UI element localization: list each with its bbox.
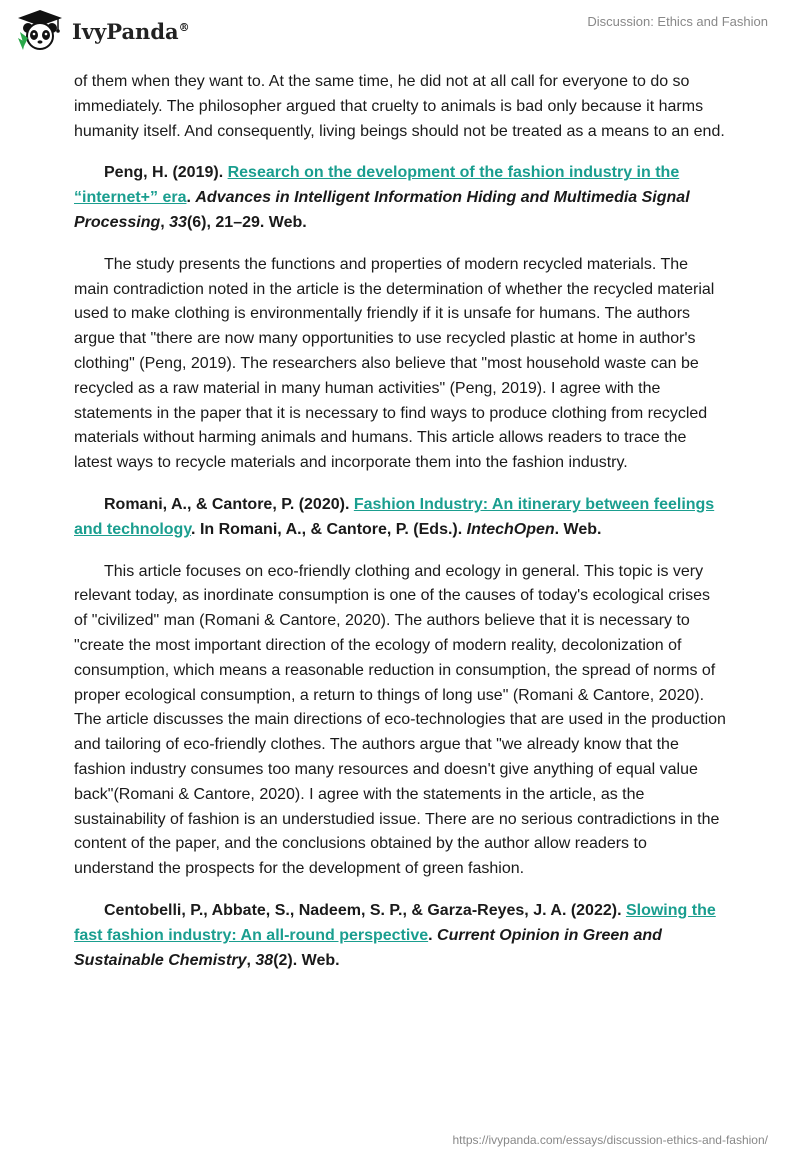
- reference-peng: Peng, H. (2019). Research on the development of the fashion industry in the “internet+” era. Advances in Intelligent Information Hiding and Multimedia Signal Processing, 33(6), 21–29. Web.: [74, 164, 690, 231]
- paragraph-peng-summary: The study presents the functions and properties of modern recycled materials. The main contradiction noted in the article is the determination of whether the recycled material used to make clothing is environmentally friendly if it is unsafe for humans. The authors argue that "there are now many opportunities to use recycled plastic at home in author's clothing" (Peng, 2019). The researchers also believe that "most household waste can be recycled as a raw material in many human activities" (Peng, 2019). I agree with the statements in the paper that it is necessary to find ways to produce clothing from recycled materials without harming animals and humans. This article allows readers to trace the latest ways to recycle materials and incorporate them into the fashion industry.: [74, 255, 715, 472]
- document-title: Discussion: Ethics and Fashion: [587, 14, 768, 29]
- footer-url[interactable]: https://ivypanda.com/essays/discussion-ethics-and-fashion/: [452, 1133, 768, 1147]
- reference-romani: Romani, A., & Cantore, P. (2020). Fashion Industry: An itinerary between feelings and technology. In Romani, A., & Cantore, P. (Eds.). IntechOpen. Web.: [74, 495, 715, 538]
- reference-centobelli: Centobelli, P., Abbate, S., Nadeem, S. P., & Garza-Reyes, J. A. (2022). Slowing the fast fashion industry: An all-round perspective. Current Opinion in Green and Sustainable Chemistry, 38(2). Web.: [74, 901, 716, 969]
- reference-link-romani[interactable]: Fashion Industry: An itinerary between feelings and technology: [74, 495, 715, 538]
- panda-graduate-icon: [14, 8, 66, 52]
- reference-link-peng[interactable]: Research on the development of the fashion industry in the “internet+” era: [74, 164, 680, 207]
- reference-link-centobelli[interactable]: Slowing the fast fashion industry: An all-round perspective: [74, 901, 716, 944]
- paragraph-continuation: of them when they want to. At the same time, he did not at all call for everyone to do so immediately. The philosopher argued that cruelty to animals is bad only because it harms humanity itself. And consequently, living beings should not be treated as a means to an end.: [74, 73, 725, 140]
- page-header: [0, 0, 800, 70]
- logo-text: IvyPanda®: [72, 18, 190, 44]
- paragraph-romani-summary: This article focuses on eco-friendly clothing and ecology in general. This topic is very relevant today, as inordinate consumption is one of the causes of today's ecological crises of "civilized" man (Romani & Cantore, 2020). The authors believe that it is necessary to "create the most important direction of the ecology of modern reality, decolonization of consumption, which means a reasonable reduction in consumption, the spread of norms of proper ecological consumption, a return to things of long use" (Romani & Cantore, 2020). The article discusses the main directions of eco-technologies that are used in the production and tailoring of eco-friendly clothes. The authors argue that "we already know that the fashion industry consumes too many resources and doesn't give anything of equal value back"(Romani & Cantore, 2020). I agree with the statements in the article, as the sustainability of fashion is an understudied issue. There are no serious contradictions in the content of the paper, and the conclusions obtained by the author allow readers to understand the prospects for the development of green fashion.: [74, 562, 726, 878]
- ivypanda-logo[interactable]: [14, 8, 190, 52]
- essay-body: [74, 70, 726, 990]
